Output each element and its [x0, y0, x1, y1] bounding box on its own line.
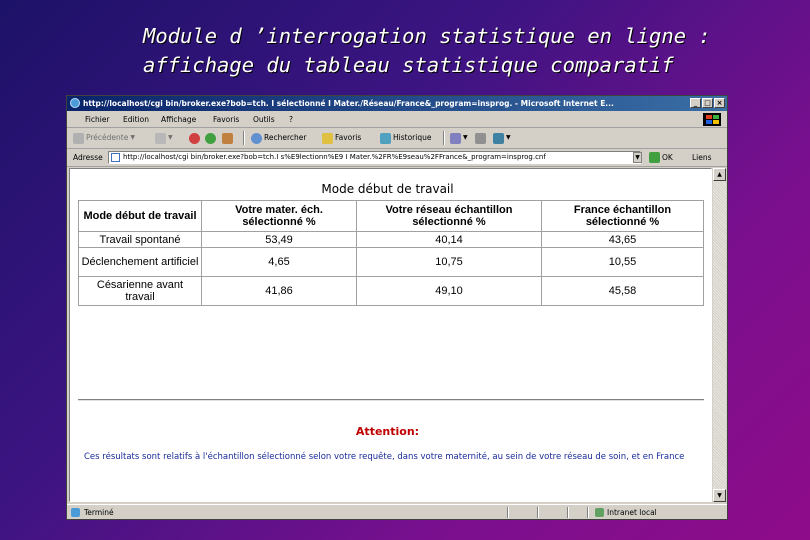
windows-logo-icon: [703, 113, 721, 126]
go-label: OK: [662, 153, 673, 162]
mail-icon: [450, 133, 461, 144]
address-dropdown-button[interactable]: ▼: [633, 152, 642, 163]
close-button[interactable]: ×: [714, 98, 725, 108]
table-cell: 53,49: [202, 232, 356, 247]
status-text: Terminé: [84, 508, 114, 517]
favorites-label: Favoris: [335, 133, 362, 142]
toolbar-separator: [243, 131, 245, 145]
address-label: Adresse: [73, 153, 103, 162]
table-cell: 41,86: [202, 277, 356, 305]
intranet-zone-icon: [595, 508, 604, 517]
table-cell: 10,75: [357, 248, 541, 276]
window-title: http://localhost/cgi bin/broker.exe?bob=tch. I sélectionné I Mater./Réseau/France&_program=insprog. - Microsoft Internet E...: [83, 99, 614, 108]
menu-bar: [67, 112, 727, 128]
vertical-scrollbar[interactable]: [713, 168, 726, 502]
slide-title: [143, 22, 783, 80]
stats-table: [78, 200, 704, 306]
address-input[interactable]: [108, 151, 641, 164]
status-divider: [507, 507, 509, 518]
search-icon: [251, 133, 262, 144]
back-label: Précédente: [86, 133, 129, 142]
table-row: [79, 277, 703, 305]
toolbar-separator: [443, 131, 445, 145]
address-url: http://localhost/cgi bin/broker.exe?bob=tch.I s%E9lectionn%E9 I Mater.%2FR%E9seau%2FFrance&_program=insprog.cnf: [123, 153, 546, 161]
forward-dropdown-icon: ▼: [168, 134, 173, 141]
menu-fichier[interactable]: Fichier: [85, 115, 110, 124]
table-row: [79, 248, 703, 276]
horizontal-rule: [78, 399, 704, 401]
stop-icon: [189, 133, 200, 144]
table-cell: 10,55: [542, 248, 703, 276]
stop-button[interactable]: [189, 128, 200, 148]
menu-edition[interactable]: Edition: [123, 115, 149, 124]
menu-help[interactable]: ?: [289, 115, 293, 124]
history-button[interactable]: [380, 128, 431, 148]
column-header: Votre réseau échantillon sélectionné %: [357, 201, 541, 231]
history-label: Historique: [393, 133, 432, 142]
page-done-icon: [71, 508, 80, 517]
back-arrow-icon: [73, 133, 84, 144]
favorites-icon: [322, 133, 333, 144]
menu-outils[interactable]: Outils: [253, 115, 275, 124]
zone-text: Intranet local: [607, 508, 657, 517]
row-label: Césarienne avant travail: [79, 277, 201, 305]
history-icon: [380, 133, 391, 144]
back-button[interactable]: [73, 128, 135, 148]
print-icon: [475, 133, 486, 144]
forward-arrow-icon: [155, 133, 166, 144]
refresh-icon: [205, 133, 216, 144]
page-icon: [111, 153, 120, 162]
address-bar: [67, 149, 727, 167]
minimize-button[interactable]: _: [690, 98, 701, 108]
slide-title-line-1: Module d ’interrogation statistique en ligne :: [143, 24, 711, 48]
table-row: [79, 232, 703, 247]
column-header: Votre mater. éch. sélectionné %: [202, 201, 356, 231]
menu-favoris[interactable]: Favoris: [213, 115, 240, 124]
back-dropdown-icon: ▼: [130, 134, 135, 141]
mail-dropdown-icon: ▼: [463, 134, 468, 141]
favorites-button[interactable]: [322, 128, 361, 148]
home-icon: [222, 133, 233, 144]
table-title: Mode début de travail: [321, 182, 454, 196]
table-cell: 4,65: [202, 248, 356, 276]
status-divider: [537, 507, 539, 518]
mail-button[interactable]: [450, 128, 468, 148]
attention-heading: Attention:: [355, 425, 420, 438]
browser-window: [66, 95, 728, 520]
table-cell: 40,14: [357, 232, 541, 247]
row-label: Travail spontané: [79, 232, 201, 247]
edit-dropdown-icon: ▼: [506, 134, 511, 141]
edit-icon: [493, 133, 504, 144]
table-cell: 45,58: [542, 277, 703, 305]
home-button[interactable]: [222, 128, 233, 148]
internet-explorer-icon: [70, 98, 80, 108]
column-header: France échantillon sélectionné %: [542, 201, 703, 231]
page-content: [69, 168, 712, 502]
edit-button[interactable]: [493, 128, 511, 148]
status-bar: [67, 504, 727, 520]
go-arrow-icon: [649, 152, 660, 163]
status-divider: [567, 507, 569, 518]
status-divider: [587, 507, 589, 518]
search-label: Rechercher: [264, 133, 307, 142]
table-header-row: [79, 201, 703, 231]
table-cell: 49,10: [357, 277, 541, 305]
scroll-down-button[interactable]: ▼: [713, 489, 726, 502]
links-toolbar[interactable]: Liens: [692, 153, 712, 162]
row-label: Déclenchement artificiel: [79, 248, 201, 276]
window-titlebar[interactable]: [67, 96, 727, 111]
menu-affichage[interactable]: Affichage: [161, 115, 197, 124]
maximize-button[interactable]: □: [702, 98, 713, 108]
column-header: Mode début de travail: [79, 201, 201, 231]
print-button[interactable]: [475, 128, 486, 148]
toolbar: [67, 128, 727, 149]
forward-button[interactable]: [155, 128, 173, 148]
attention-note: Ces résultats sont relatifs à l'échantillon sélectionné selon votre requête, dans votre maternité, au sein de votre réseau de soin, et en France: [84, 452, 685, 462]
search-button[interactable]: [251, 128, 306, 148]
go-button[interactable]: [649, 149, 673, 166]
refresh-button[interactable]: [205, 128, 216, 148]
slide-title-line-2: affichage du tableau statistique comparatif: [143, 53, 674, 77]
scroll-up-button[interactable]: ▲: [713, 168, 726, 181]
table-cell: 43,65: [542, 232, 703, 247]
